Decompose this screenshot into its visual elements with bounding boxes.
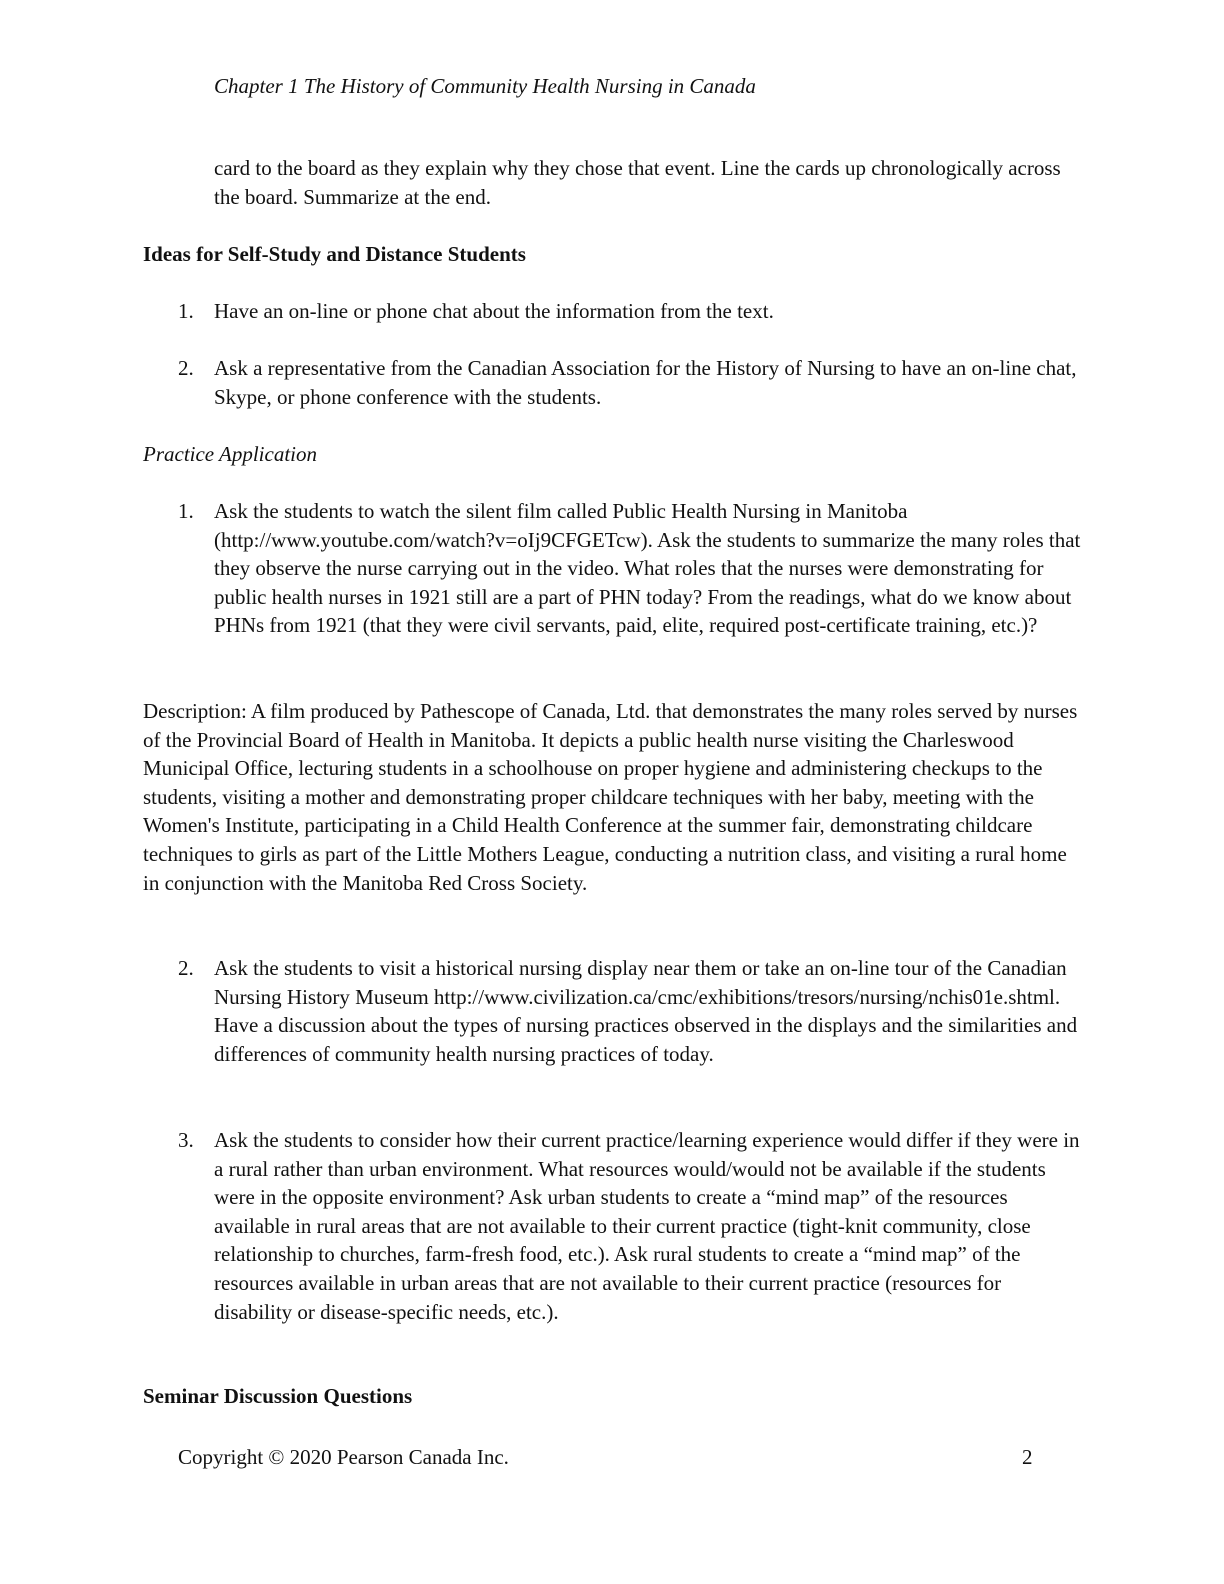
- list-item-text: Have an on-line or phone chat about the information from the text.: [214, 299, 774, 323]
- list-item-number: 3.: [178, 1128, 194, 1152]
- footer-copyright: Copyright © 2020 Pearson Canada Inc.: [178, 1445, 509, 1469]
- list-item-number: 2.: [178, 356, 194, 380]
- list-item-text: Ask a representative from the Canadian Association for the History of Nursing to have an on-line chat, Skype, or phone conference with the students.: [214, 356, 1077, 409]
- footer-page-number: 2: [1022, 1445, 1033, 1469]
- section-heading-seminar: Seminar Discussion Questions: [143, 1384, 413, 1408]
- running-header: Chapter 1 The History of Community Health Nursing in Canada: [214, 74, 756, 98]
- list-item-number: 1.: [178, 499, 194, 523]
- list-item-text: Ask the students to watch the silent film called Public Health Nursing in Manitoba (http://www.youtube.com/watch?v=oIj9CFGETcw). Ask the students to summarize the many roles that they observe the nurse carrying out in the video. What roles that the nurses were demonstrating for public health nurses in 1921 still are a part of PHN today? From the readings, what do we know about PHNs from 1921 (that they were civil servants, paid, elite, required post-certificate training, etc.)?: [214, 499, 1081, 638]
- list-item-number: 2.: [178, 956, 194, 980]
- subheading-practice-application: Practice Application: [143, 442, 317, 466]
- film-description-paragraph: Description: A film produced by Pathescope of Canada, Ltd. that demonstrates the many roles served by nurses of the Provincial Board of Health in Manitoba. It depicts a public health nurse visiting the Charleswood Municipal Office, lecturing students in a schoolhouse on proper hygiene and administering checkups to the students, visiting a mother and demonstrating proper childcare techniques with her baby, meeting with the Women's Institute, participating in a Child Health Conference at the summer fair, demonstrating childcare techniques to girls as part of the Little Mothers League, conducting a nutrition class, and visiting a rural home in conjunction with the Manitoba Red Cross Society.: [143, 699, 1078, 895]
- list-item-number: 1.: [178, 299, 194, 323]
- list-item-text: Ask the students to visit a historical nursing display near them or take an on-line tour of the Canadian Nursing History Museum http://www.civilization.ca/cmc/exhibitions/tresors/nursing/nchis01e.shtml. Have a discussion about the types of nursing practices observed in the displays and the similarities and differences of community health nursing practices of today.: [214, 956, 1078, 1066]
- list-item-text: Ask the students to consider how their current practice/learning experience would differ if they were in a rural rather than urban environment. What resources would/would not be available if the students were in the opposite environment? Ask urban students to create a “mind map” of the resources available in rural areas that are not available to their current practice (tight-knit community, close relationship to churches, farm-fresh food, etc.). Ask rural students to create a “mind map” of the resources available in urban areas that are not available to their current practice (resources for disability or disease-specific needs, etc.).: [214, 1128, 1080, 1324]
- section-heading-self-study: Ideas for Self-Study and Distance Students: [143, 242, 526, 266]
- continuation-paragraph: card to the board as they explain why they chose that event. Line the cards up chronologically across the board. Summarize at the end.: [214, 156, 1061, 209]
